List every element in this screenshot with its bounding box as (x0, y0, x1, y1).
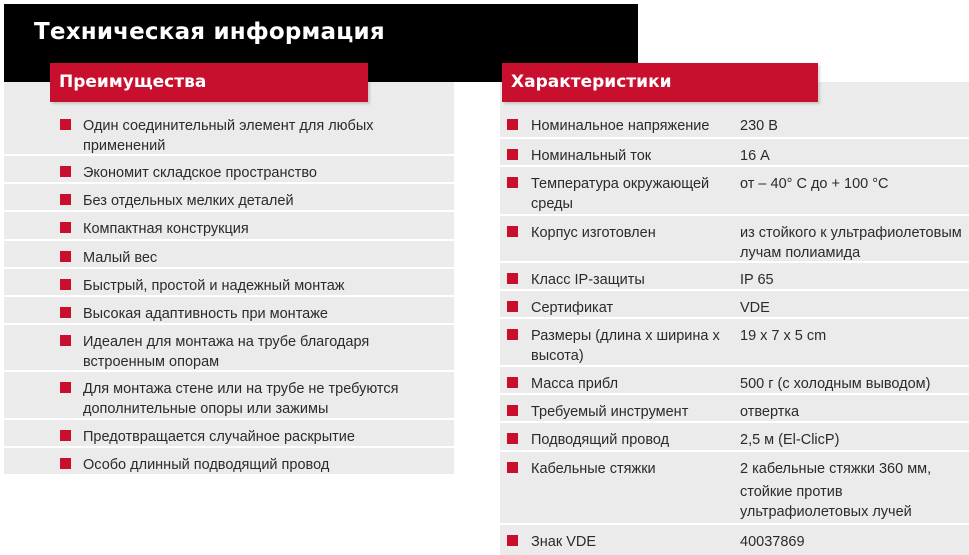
spec-value: отвертка (740, 404, 800, 420)
square-bullet-icon (60, 382, 71, 393)
spec-value: 2,5 м (El-ClicP) (740, 432, 840, 448)
square-bullet-icon (60, 166, 71, 177)
advantages-header: Преимущества (50, 63, 368, 102)
square-bullet-icon (507, 273, 518, 284)
square-bullet-icon (60, 458, 71, 469)
spec-row (500, 139, 969, 167)
spec-value: 2 кабельные стяжки 360 мм, (740, 461, 932, 477)
spec-label: Кабельные стяжки (531, 461, 656, 477)
square-bullet-icon (507, 405, 518, 416)
spec-label: Требуемый инструмент (531, 404, 689, 420)
spec-label: Класс IP-защиты (531, 272, 645, 288)
spec-label: Номинальный ток (531, 148, 652, 164)
square-bullet-icon (60, 119, 71, 130)
advantage-text: Без отдельных мелких деталей (83, 193, 294, 209)
square-bullet-icon (60, 194, 71, 205)
spec-row (500, 109, 969, 139)
advantage-text: Малый вес (83, 250, 158, 266)
square-bullet-icon (60, 430, 71, 441)
spec-value: 16 А (740, 148, 770, 164)
spec-row (500, 263, 969, 291)
advantage-text: Экономит складское пространство (83, 165, 317, 181)
square-bullet-icon (507, 535, 518, 546)
spec-label: Сертификат (531, 300, 614, 316)
advantage-text: Один соединительный элемент для любых применений (83, 118, 374, 154)
advantage-text: Высокая адаптивность при монтаже (83, 306, 328, 322)
square-bullet-icon (60, 279, 71, 290)
advantage-text: Предотвращается случайное раскрытие (83, 429, 355, 445)
advantage-item (4, 269, 454, 297)
spec-value: 19 x 7 x 5 cm (740, 328, 827, 344)
advantage-text: Идеален для монтажа на трубе благодаря встроенным опорам (83, 334, 370, 370)
square-bullet-icon (507, 177, 518, 188)
spec-value-continued: стойкие против ультрафиолетовых лучей (740, 484, 912, 520)
spec-label: Температура окружающей среды (531, 176, 710, 212)
spec-label: Размеры (длина х ширина х высота) (531, 328, 720, 364)
advantage-item (4, 241, 454, 269)
advantage-text: Быстрый, простой и надежный монтаж (83, 278, 345, 294)
spec-label: Номинальное напряжение (531, 118, 710, 134)
square-bullet-icon (507, 377, 518, 388)
spec-row (500, 395, 969, 423)
square-bullet-icon (60, 307, 71, 318)
advantage-text: Особо длинный подводящий провод (83, 457, 330, 473)
spec-value: 500 г (с холодным выводом) (740, 376, 931, 392)
advantage-item (4, 297, 454, 325)
spec-label: Масса прибл (531, 376, 619, 392)
spec-value: 40037869 (740, 534, 805, 550)
spec-value: от – 40° С до + 100 °С (740, 176, 889, 192)
advantage-item (4, 109, 454, 156)
spec-label: Подводящий провод (531, 432, 670, 448)
advantage-text: Для монтажа стене или на трубе не требуются дополнительные опоры или зажимы (83, 381, 399, 417)
square-bullet-icon (60, 222, 71, 233)
spec-row (500, 319, 969, 367)
spec-value: IP 65 (740, 272, 774, 288)
page-title: Техническая информация (34, 19, 385, 45)
spec-row (500, 367, 969, 395)
spec-row (500, 423, 969, 452)
specs-header: Характеристики (502, 63, 818, 102)
square-bullet-icon (60, 251, 71, 262)
spec-row (500, 291, 969, 319)
spec-value: из стойкого к ультрафиолетовым лучам полиамида (740, 225, 962, 261)
square-bullet-icon (507, 301, 518, 312)
square-bullet-icon (507, 119, 518, 130)
advantage-text: Компактная конструкция (83, 221, 249, 237)
spec-row (500, 452, 969, 525)
square-bullet-icon (507, 462, 518, 473)
spec-label: Корпус изготовлен (531, 225, 656, 241)
spec-row (500, 167, 969, 216)
square-bullet-icon (507, 226, 518, 237)
square-bullet-icon (507, 433, 518, 444)
advantage-item (4, 212, 454, 241)
advantage-item (4, 448, 454, 474)
spec-label: Знак VDE (531, 534, 597, 550)
advantage-item (4, 184, 454, 212)
square-bullet-icon (507, 329, 518, 340)
advantage-item (4, 325, 454, 372)
spec-row (500, 216, 969, 263)
spec-value: 230 В (740, 118, 778, 134)
advantage-item (4, 156, 454, 184)
square-bullet-icon (507, 149, 518, 160)
advantage-item (4, 420, 454, 448)
spec-row (500, 525, 969, 555)
advantage-item (4, 372, 454, 420)
square-bullet-icon (60, 335, 71, 346)
spec-value: VDE (740, 300, 770, 316)
